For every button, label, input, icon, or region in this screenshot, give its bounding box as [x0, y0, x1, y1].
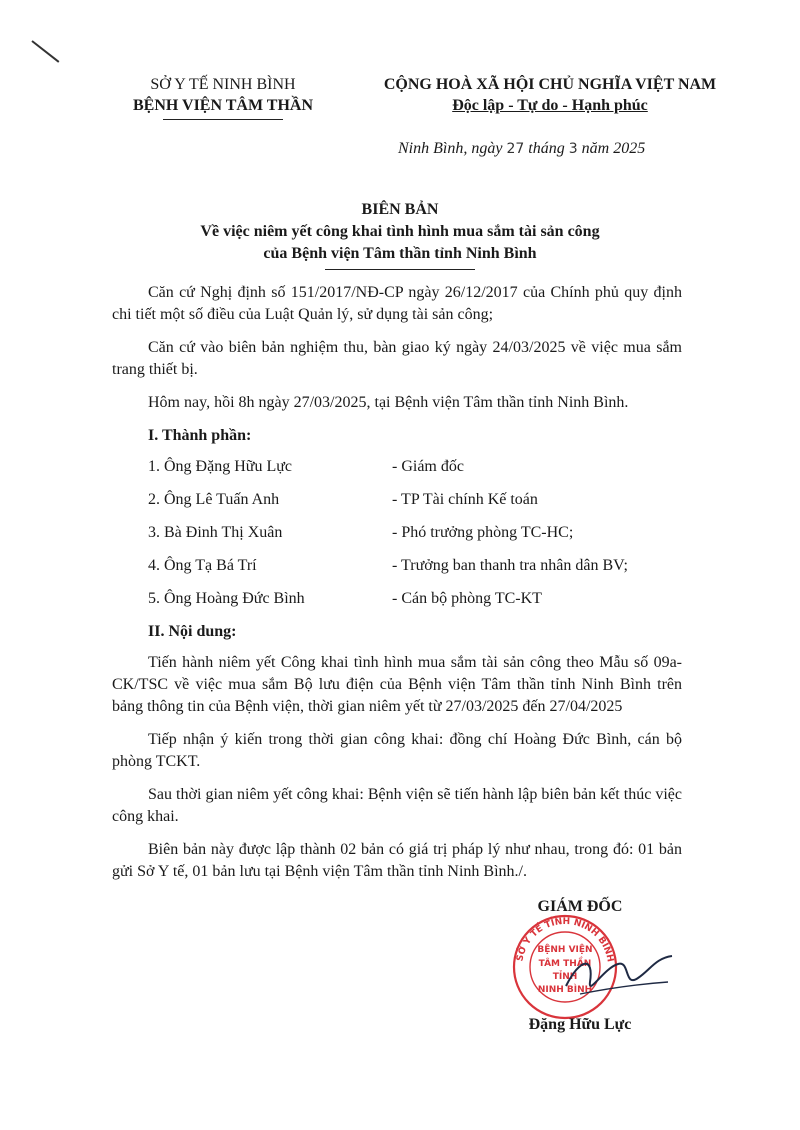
document-title	[0, 199, 800, 270]
paragraph-legal-basis-1: Căn cứ Nghị định số 151/2017/NĐ-CP ngày 26/12/2017 của Chính phủ quy định chi tiết một số điều của Luật Quản lý, sử dụng tài sản công;	[112, 284, 682, 323]
date-day: 27	[506, 141, 525, 157]
title-rule	[325, 269, 475, 270]
header-right	[350, 74, 750, 116]
section-heading-members: I. Thành phần:	[148, 427, 252, 444]
paragraph-feedback-contact: Tiếp nhận ý kiến trong thời gian công khai: đồng chí Hoàng Đức Bình, cán bộ phòng TCKT.	[112, 731, 682, 770]
title-line2: của Bệnh viện Tâm thần tỉnh Ninh Bình	[263, 245, 537, 262]
title-line1: Về việc niêm yết công khai tình hình mua sắm tài sản công	[200, 223, 600, 240]
date-year: năm 2025	[581, 140, 646, 157]
header-motto: Độc lập - Tự do - Hạnh phúc	[452, 97, 648, 114]
member-item	[112, 489, 682, 511]
member-role: - Cán bộ phòng TC-KT	[392, 590, 542, 607]
header-left	[108, 74, 338, 120]
paragraph-copies: Biên bản này được lập thành 02 bản có giá trị pháp lý như nhau, trong đó: 01 bản gửi Sở Y tế, 01 bản lưu tại Bệnh viện Tâm thần tỉnh Ninh Bình./.	[112, 841, 682, 880]
section-heading-content: II. Nội dung:	[148, 623, 237, 640]
member-role: - Giám đốc	[392, 458, 464, 475]
member-name: 1. Ông Đặng Hữu Lực	[148, 458, 292, 475]
header-left-rule	[163, 119, 283, 120]
paragraph-after-posting: Sau thời gian niêm yết công khai: Bệnh viện sẽ tiến hành lập biên bản kết thúc việc công khai.	[112, 786, 682, 825]
stamp-center-line: BỆNH VIỆN	[537, 945, 593, 955]
member-item	[112, 588, 682, 610]
date-month-label: tháng	[528, 140, 565, 157]
paragraph-content-posting: Tiến hành niêm yết Công khai tình hình mua sắm tài sản công theo Mẫu số 09a-CK/TSC về việc mua sắm Bộ lưu điện của Bệnh viện Tâm thần tỉnh Ninh Bình trên bảng thông tin của Bệnh viện, thời gian niêm yết từ 27/03/2025 đến 27/04/2025	[112, 654, 682, 715]
title-main: BIÊN BẢN	[361, 201, 439, 218]
paragraph-legal-basis-2: Căn cứ vào biên bản nghiệm thu, bàn giao ký ngày 24/03/2025 về việc mua sắm trang thiết bị.	[112, 339, 682, 378]
member-role: - Phó trưởng phòng TC-HC;	[392, 524, 574, 541]
signer-name: Đặng Hữu Lực	[528, 1016, 632, 1033]
member-name: 5. Ông Hoàng Đức Bình	[148, 590, 305, 607]
header-org: SỞ Y TẾ NINH BÌNH	[150, 76, 296, 93]
member-name: 2. Ông Lê Tuấn Anh	[148, 491, 280, 508]
date-prefix: Ninh Bình, ngày	[398, 140, 503, 157]
member-role: - TP Tài chính Kế toán	[392, 491, 538, 508]
date-month: 3	[568, 141, 578, 157]
stamp-center-line: NINH BÌNH	[537, 985, 593, 995]
header-country: CỘNG HOÀ XÃ HỘI CHỦ NGHĨA VIỆT NAM	[383, 76, 717, 93]
handwritten-signature-icon	[560, 938, 680, 1008]
header-unit: BỆNH VIỆN TÂM THẦN	[132, 97, 314, 114]
member-name: 4. Ông Tạ Bá Trí	[148, 557, 257, 574]
member-role: - Trưởng ban thanh tra nhân dân BV;	[392, 557, 628, 574]
scan-mark	[31, 40, 59, 63]
paragraph-meeting-time: Hôm nay, hồi 8h ngày 27/03/2025, tại Bệnh viện Tâm thần tỉnh Ninh Bình.	[148, 394, 629, 411]
member-item	[112, 522, 682, 544]
stamp-ring-text: SỞ Y TẾ TỈNH NINH BÌNH	[515, 916, 615, 963]
member-name: 3. Bà Đinh Thị Xuân	[148, 524, 283, 541]
signer-position: GIÁM ĐỐC	[537, 898, 623, 915]
document-body	[112, 282, 682, 894]
stamp-center-line: TÂM THẦN	[538, 959, 592, 969]
member-item	[112, 456, 682, 478]
member-list	[112, 456, 682, 610]
stamp-center-line: TỈNH	[552, 972, 578, 982]
member-item	[112, 555, 682, 577]
document-date	[398, 140, 645, 158]
signature-block	[480, 898, 680, 1033]
